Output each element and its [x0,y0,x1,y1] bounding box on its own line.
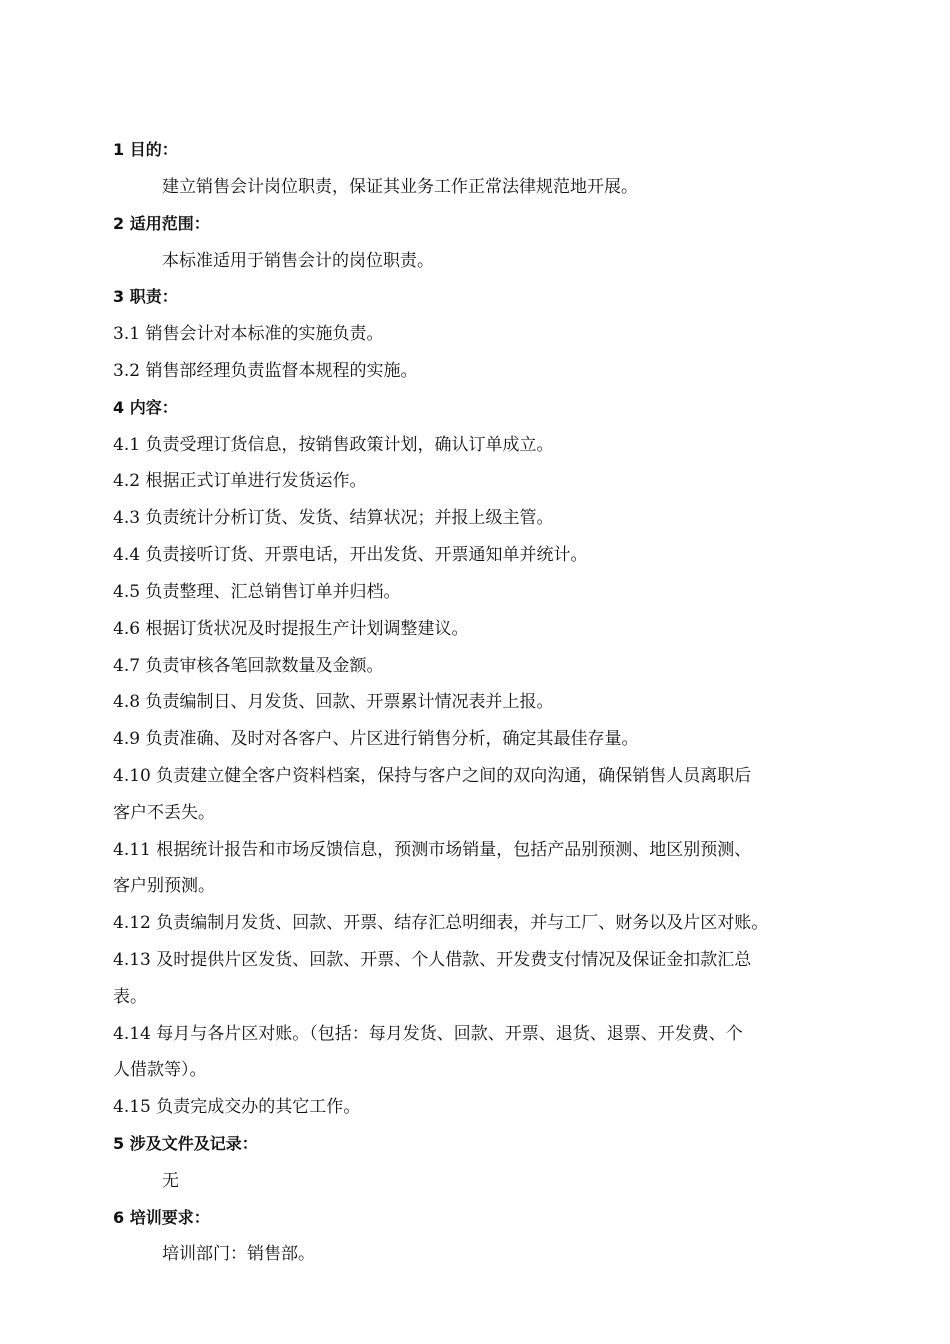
responsibility-item: 3.2 销售部经理负责监督本规程的实施。 [113,361,418,381]
section-heading-records: 5 涉及文件及记录： [113,1134,258,1153]
records-text: 无 [162,1171,179,1191]
content-line: 客户别预测。 [113,876,215,896]
content-line: 4.14 每月与各片区对账。（包括：每月发货、回款、开票、退货、退票、开发费、个 [113,1024,743,1044]
content-line: 4.3 负责统计分析订货、发货、结算状况；并报上级主管。 [113,508,554,528]
content-line: 表。 [113,987,147,1007]
content-line: 4.10 负责建立健全客户资料档案，保持与客户之间的双向沟通，确保销售人员离职后 [113,766,752,786]
content-line: 4.8 负责编制日、月发货、回款、开票累计情况表并上报。 [113,692,554,712]
section-heading-content: 4 内容： [113,398,178,417]
content-line: 4.5 负责整理、汇总销售订单并归档。 [113,582,401,602]
content-line: 4.13 及时提供片区发货、回款、开票、个人借款、开发费支付情况及保证金扣款汇总 [113,950,752,970]
content-line: 客户不丢失。 [113,803,215,823]
content-line: 4.7 负责审核各笔回款数量及金额。 [113,656,384,676]
responsibility-item: 3.1 销售会计对本标准的实施负责。 [113,324,384,344]
training-text: 培训部门：销售部。 [162,1244,315,1264]
purpose-text: 建立销售会计岗位职责，保证其业务工作正常法律规范地开展。 [162,177,638,197]
section-heading-responsibility: 3 职责： [113,287,178,306]
scope-text: 本标准适用于销售会计的岗位职责。 [162,251,434,271]
content-line: 4.15 负责完成交办的其它工作。 [113,1097,361,1117]
content-line: 4.9 负责准确、及时对各客户、片区进行销售分析，确定其最佳存量。 [113,729,639,749]
section-heading-scope: 2 适用范围： [113,214,210,233]
content-line: 4.1 负责受理订货信息，按销售政策计划，确认订单成立。 [113,435,554,455]
content-line: 4.11 根据统计报告和市场反馈信息，预测市场销量，包括产品别预测、地区别预测、 [113,840,752,860]
content-line: 4.6 根据订货状况及时提报生产计划调整建议。 [113,619,469,639]
section-heading-purpose: 1 目的： [113,140,178,159]
content-line: 人借款等）。 [113,1060,207,1080]
content-line: 4.2 根据正式订单进行发货运作。 [113,471,367,491]
section-heading-training: 6 培训要求： [113,1208,210,1227]
content-line: 4.12 负责编制月发货、回款、开票、结存汇总明细表，并与工厂、财务以及片区对账。 [113,913,769,933]
content-line: 4.4 负责接听订货、开票电话，开出发货、开票通知单并统计。 [113,545,588,565]
